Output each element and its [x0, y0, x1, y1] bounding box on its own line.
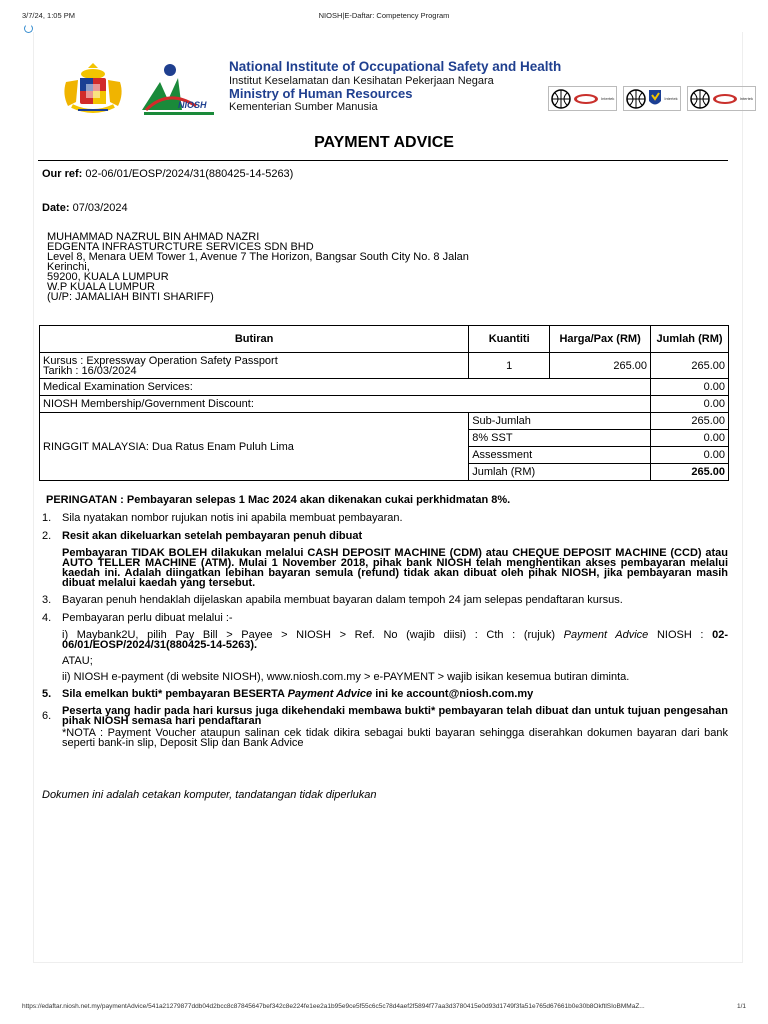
note-6-nota: *NOTA : Payment Voucher ataupun salinan cek tidak dikira sebagai bukti bayaran sehingga diserahkan dokumen bayaran dari bank seperti bank-in slip, Deposit Slip dan Bank Advice — [62, 727, 728, 749]
print-page-title: NIOSH|E-Daftar: Competency Program — [318, 11, 450, 20]
list-item: 2. Resit akan dikeluarkan setelah pembayaran penuh dibuat — [42, 530, 728, 542]
course-cell — [40, 353, 469, 379]
list-item: 4. Pembayaran perlu dibuat melalui :- — [42, 612, 728, 624]
reference-number: 02-06/01/EOSP/2024/31(880425-14-5263). — [62, 629, 728, 651]
table-row — [40, 379, 729, 396]
globe-icon — [551, 89, 571, 109]
loading-spinner-icon — [24, 24, 33, 33]
cert-mark-icon — [573, 93, 599, 105]
list-item: 1. Sila nyatakan nombor rujukan notis ini apabila membuat pembayaran. — [42, 512, 728, 524]
table-row — [40, 396, 729, 413]
malaysia-coat-of-arms-icon — [58, 62, 128, 123]
note-3: Bayaran penuh hendaklah dijelaskan apabila membuat bayaran dalam tempoh 24 jam selepas pendaftaran kursus. — [62, 594, 623, 606]
table-header-row — [40, 326, 729, 353]
reference-field — [42, 168, 293, 180]
warning-text: PERINGATAN : Pembayaran selepas 1 Mac 2024 akan dikenakan cukai perkhidmatan 8%. — [46, 494, 511, 506]
niosh-logo-text: NIOSH — [178, 100, 207, 110]
print-header — [0, 11, 768, 23]
discount-value: 0.00 — [651, 396, 729, 413]
total-value: 265.00 — [651, 464, 729, 481]
address-line: EDGENTA INFRASTURCTURE SERVICES SDN BHD — [47, 241, 314, 253]
payment-table — [39, 325, 729, 481]
print-timestamp: 3/7/24, 1:05 PM — [22, 11, 75, 20]
sst-label: 8% SST — [469, 430, 651, 447]
ministry-name-en: Ministry of Human Resources — [229, 85, 413, 101]
note-4-or: ATAU; — [62, 655, 93, 667]
address-line: MUHAMMAD NAZRUL BIN AHMAD NAZRI — [47, 231, 260, 243]
list-item: 3. Bayaran penuh hendaklah dijelaskan apabila membuat bayaran dalam tempoh 24 jam selepas pendaftaran kursus. — [42, 594, 728, 606]
note-4-option-1: i) Maybank2U, pilih Pay Bill > Payee > NIOSH > Ref. No (wajib diisi) : Cth : (rujuk) Payment Advice NIOSH : 02-06/01/EOSP/2024/31(880425-14-5263). — [62, 629, 728, 651]
cert-label: Intertek — [601, 96, 615, 101]
cert-label: Intertek — [739, 96, 754, 101]
sst-value: 0.00 — [651, 430, 729, 447]
course-date: Tarikh : 16/03/2024 — [43, 364, 137, 377]
certification-badge — [548, 86, 617, 111]
print-page-number: 1/1 — [736, 1003, 746, 1010]
table-row — [40, 413, 729, 430]
globe-icon — [690, 89, 710, 109]
address-line: Level 8, Menara UEM Tower 1, Avenue 7 The Horizon, Bangsar South City No. 8 Jalan — [47, 251, 469, 263]
date-label: Date: — [42, 202, 70, 214]
note-4: Pembayaran perlu dibuat melalui :- — [62, 612, 233, 624]
discount-label: NIOSH Membership/Government Discount: — [40, 396, 651, 413]
address-line: Kerinchi, — [47, 261, 90, 273]
note-1: Sila nyatakan nombor rujukan notis ini apabila membuat pembayaran. — [62, 512, 403, 524]
address-line: W.P KUALA LUMPUR — [47, 281, 155, 293]
note-4-option-2: ii) NIOSH e-payment (di website NIOSH), www.niosh.com.my > e-PAYMENT > wajib isikan kesemua butiran diminta. — [62, 671, 630, 683]
reference-value: 02-06/01/EOSP/2024/31(880425-14-5263) — [85, 168, 294, 180]
subtotal-label: Sub-Jumlah — [469, 413, 651, 430]
date-value: 07/03/2024 — [72, 202, 128, 214]
divider — [38, 160, 728, 161]
page-title: PAYMENT ADVICE — [314, 134, 454, 151]
shield-icon — [648, 89, 662, 109]
note-5: Sila emelkan bukti* pembayaran BESERTA Payment Advice ini ke account@niosh.com.my — [62, 688, 534, 700]
cert-mark-icon — [712, 93, 738, 105]
amount-in-words: RINGGIT MALAYSIA: Dua Ratus Enam Puluh Lima — [40, 413, 469, 481]
disclaimer: Dokumen ini adalah cetakan komputer, tandatangan tidak diperlukan — [42, 789, 377, 801]
list-item: 5. Sila emelkan bukti* pembayaran BESERTA Payment Advice ini ke account@niosh.com.my — [42, 688, 728, 700]
course-quantity: 1 — [469, 353, 550, 379]
subtotal-value: 265.00 — [651, 413, 729, 430]
note-2-detail: Pembayaran TIDAK BOLEH dilakukan melalui CASH DEPOSIT MACHINE (CDM) atau CHEQUE DEPOSIT MACHINE (CCD) atau AUTO TELLER MACHINE (ATM). Mulai 1 November 2018, pihak bank NIOSH telah menghentikan akses pembayaran melalui kaedah ini. Adalah diingatkan lebihan bayaran semula (refund) tidak akan dibuat oleh pihak NIOSH, jika pembayaran masih dibuat melalui kaedah yang tersebut. — [62, 547, 728, 589]
total-label: Jumlah (RM) — [469, 464, 651, 481]
niosh-logo-icon — [138, 60, 222, 123]
assessment-label: Assessment — [469, 447, 651, 464]
ministry-name-ms: Kementerian Sumber Manusia — [229, 101, 378, 114]
note-2: Resit akan dikeluarkan setelah pembayaran penuh dibuat — [62, 530, 363, 542]
payment-notes — [42, 494, 728, 754]
course-name: Kursus : Expressway Operation Safety Passport — [43, 354, 278, 367]
recipient-address — [47, 232, 469, 302]
org-name-en: National Institute of Occupational Safety and Health — [229, 59, 562, 74]
medical-label: Medical Examination Services: — [40, 379, 651, 396]
globe-icon — [626, 89, 646, 109]
certification-badge — [687, 86, 756, 111]
table-row — [40, 353, 729, 379]
assessment-value: 0.00 — [651, 447, 729, 464]
address-line: (U/P: JAMALIAH BINTI SHARIFF) — [47, 291, 214, 303]
organisation-header — [229, 60, 561, 113]
header-butiran: Butiran — [40, 326, 469, 353]
date-field — [42, 202, 128, 214]
header-jumlah: Jumlah (RM) — [651, 326, 729, 353]
certification-badges — [548, 86, 756, 111]
header-harga: Harga/Pax (RM) — [550, 326, 651, 353]
header-kuantiti: Kuantiti — [469, 326, 550, 353]
course-total: 265.00 — [651, 353, 729, 379]
org-name-ms: Institut Keselamatan dan Kesihatan Pekerjaan Negara — [229, 74, 494, 87]
course-price: 265.00 — [550, 353, 651, 379]
certification-badge — [623, 86, 680, 111]
print-url: https://edaftar.niosh.net.my/paymentAdvice/541a21279877ddb04d2bcc8c87845647bef342c8e224fe1ee2a1b95e9ce5f55c6c5c78d4aef2f5894f77aa3d3780415e0d93d1749f3fa51e765d67661b0e30b8OkftlSIoBMMaZ... — [22, 1003, 645, 1010]
list-item: 6. Peserta yang hadir pada hari kursus juga dikehendaki membawa bukti* pembayaran telah dibuat dan untuk tujuan pengesahan pihak NIOSH semasa hari pendaftaran — [42, 705, 728, 727]
reference-label: Our ref: — [42, 168, 83, 180]
cert-label: Intertek — [664, 96, 678, 101]
medical-value: 0.00 — [651, 379, 729, 396]
address-line: 59200, KUALA LUMPUR — [47, 271, 169, 283]
note-6: Peserta yang hadir pada hari kursus juga dikehendaki membawa bukti* pembayaran telah dibuat dan untuk tujuan pengesahan pihak NIOSH semasa hari pendaftaran — [62, 705, 728, 727]
